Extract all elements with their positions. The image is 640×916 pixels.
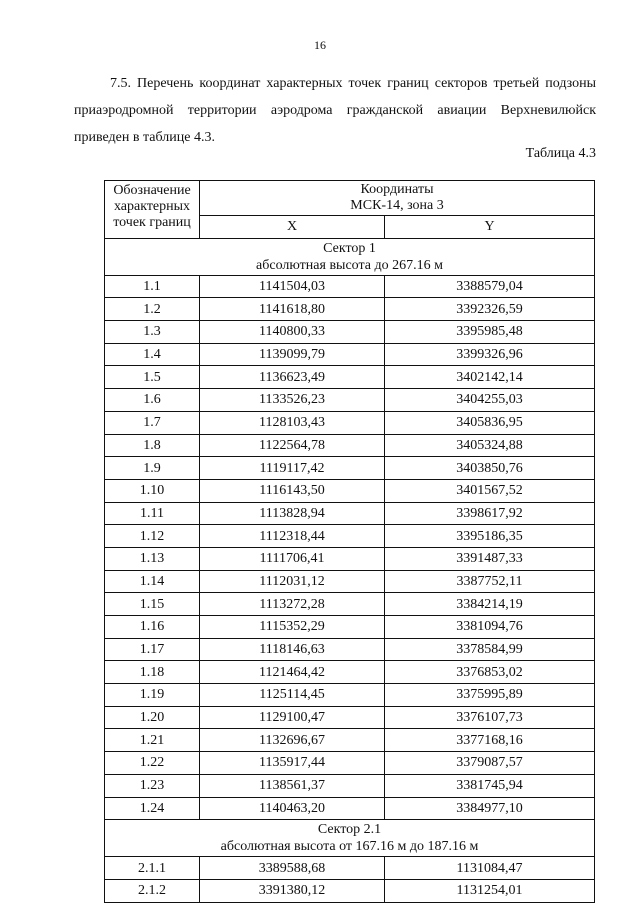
cell-y: 3402142,14 xyxy=(385,366,595,389)
cell-x: 1128103,43 xyxy=(200,411,385,434)
table-body xyxy=(105,238,595,902)
cell-x: 1125114,45 xyxy=(200,684,385,707)
cell-x: 1116143,50 xyxy=(200,479,385,502)
cell-y: 3395985,48 xyxy=(385,321,595,344)
table-row xyxy=(105,616,595,639)
cell-point: 1.9 xyxy=(105,457,200,480)
cell-point: 1.22 xyxy=(105,752,200,775)
cell-x: 1115352,29 xyxy=(200,616,385,639)
table-row xyxy=(105,502,595,525)
sector-header xyxy=(105,238,595,275)
cell-y: 3392326,59 xyxy=(385,298,595,321)
sector-title: Сектор 2.1 xyxy=(317,822,382,838)
cell-y: 3381745,94 xyxy=(385,774,595,797)
header-point-label: Обозначение характерных точек границ xyxy=(105,181,200,239)
table-row xyxy=(105,752,595,775)
cell-point: 1.8 xyxy=(105,434,200,457)
table-row xyxy=(105,525,595,548)
cell-y: 3387752,11 xyxy=(385,570,595,593)
cell-point: 1.12 xyxy=(105,525,200,548)
cell-y: 3404255,03 xyxy=(385,389,595,412)
cell-point: 1.6 xyxy=(105,389,200,412)
table-row xyxy=(105,797,595,820)
sector-subtitle: абсолютная высота от 167.16 м до 187.16 м xyxy=(220,839,479,855)
intro-text: 7.5. Перечень координат характерных точек границ секторов третьей подзоны приаэродромной территории аэродрома гражданской авиации Верхневилюйск приведен в таблице 4.3. xyxy=(74,76,596,145)
cell-point: 1.14 xyxy=(105,570,200,593)
cell-point: 1.21 xyxy=(105,729,200,752)
cell-point: 1.16 xyxy=(105,616,200,639)
cell-x: 1140800,33 xyxy=(200,321,385,344)
cell-y: 3381094,76 xyxy=(385,616,595,639)
table-row xyxy=(105,661,595,684)
cell-point: 1.11 xyxy=(105,502,200,525)
table-row xyxy=(105,321,595,344)
cell-y: 3384214,19 xyxy=(385,593,595,616)
sector-header-row xyxy=(105,238,595,275)
header-y: Y xyxy=(385,216,595,239)
table-row xyxy=(105,434,595,457)
cell-x: 1122564,78 xyxy=(200,434,385,457)
table-row xyxy=(105,593,595,616)
table-caption: Таблица 4.3 xyxy=(525,146,596,161)
cell-y: 3403850,76 xyxy=(385,457,595,480)
cell-y: 3378584,99 xyxy=(385,638,595,661)
cell-x: 1135917,44 xyxy=(200,752,385,775)
coordinates-table xyxy=(104,180,595,903)
table-header xyxy=(105,181,595,239)
cell-y: 1131254,01 xyxy=(385,879,595,902)
cell-point: 1.7 xyxy=(105,411,200,434)
cell-x: 3389588,68 xyxy=(200,857,385,880)
cell-x: 1113272,28 xyxy=(200,593,385,616)
sector-title: Сектор 1 xyxy=(323,240,376,256)
cell-y: 1131084,47 xyxy=(385,857,595,880)
cell-y: 3405836,95 xyxy=(385,411,595,434)
table-row xyxy=(105,366,595,389)
cell-point: 1.24 xyxy=(105,797,200,820)
sector-subtitle: абсолютная высота до 267.16 м xyxy=(256,257,443,273)
cell-point: 1.1 xyxy=(105,275,200,298)
cell-x: 1139099,79 xyxy=(200,343,385,366)
cell-y: 3398617,92 xyxy=(385,502,595,525)
table-row xyxy=(105,706,595,729)
cell-x: 1118146,63 xyxy=(200,638,385,661)
cell-y: 3399326,96 xyxy=(385,343,595,366)
table-row xyxy=(105,638,595,661)
cell-point: 1.20 xyxy=(105,706,200,729)
table-row xyxy=(105,547,595,570)
cell-y: 3401567,52 xyxy=(385,479,595,502)
cell-x: 1121464,42 xyxy=(200,661,385,684)
cell-y: 3405324,88 xyxy=(385,434,595,457)
table-row xyxy=(105,298,595,321)
cell-point: 1.18 xyxy=(105,661,200,684)
table-row xyxy=(105,879,595,902)
cell-x: 1136623,49 xyxy=(200,366,385,389)
cell-point: 1.10 xyxy=(105,479,200,502)
cell-point: 2.1.1 xyxy=(105,857,200,880)
cell-x: 1133526,23 xyxy=(200,389,385,412)
sector-header xyxy=(105,820,595,857)
table-row xyxy=(105,479,595,502)
cell-x: 1140463,20 xyxy=(200,797,385,820)
cell-y: 3384977,10 xyxy=(385,797,595,820)
cell-x: 1141618,80 xyxy=(200,298,385,321)
cell-point: 1.2 xyxy=(105,298,200,321)
cell-y: 3375995,89 xyxy=(385,684,595,707)
cell-point: 1.17 xyxy=(105,638,200,661)
cell-x: 1132696,67 xyxy=(200,729,385,752)
cell-x: 1119117,42 xyxy=(200,457,385,480)
cell-y: 3379087,57 xyxy=(385,752,595,775)
cell-x: 1141504,03 xyxy=(200,275,385,298)
table-row xyxy=(105,457,595,480)
table-row xyxy=(105,774,595,797)
cell-x: 1113828,94 xyxy=(200,502,385,525)
table-row xyxy=(105,411,595,434)
header-coordinates xyxy=(200,181,595,216)
cell-point: 1.13 xyxy=(105,547,200,570)
table-row xyxy=(105,729,595,752)
cell-x: 1111706,41 xyxy=(200,547,385,570)
cell-point: 1.4 xyxy=(105,343,200,366)
cell-y: 3377168,16 xyxy=(385,729,595,752)
table-row xyxy=(105,570,595,593)
cell-point: 1.3 xyxy=(105,321,200,344)
table-row xyxy=(105,389,595,412)
cell-x: 1112318,44 xyxy=(200,525,385,548)
cell-x: 1112031,12 xyxy=(200,570,385,593)
cell-y: 3376853,02 xyxy=(385,661,595,684)
table-row xyxy=(105,684,595,707)
header-x: X xyxy=(200,216,385,239)
cell-x: 1138561,37 xyxy=(200,774,385,797)
cell-y: 3376107,73 xyxy=(385,706,595,729)
header-coordinate-system: МСК-14, зона 3 xyxy=(350,198,444,213)
header-coordinates-title: Координаты xyxy=(360,182,434,197)
table-row xyxy=(105,343,595,366)
table-row xyxy=(105,275,595,298)
cell-point: 2.1.2 xyxy=(105,879,200,902)
cell-point: 1.5 xyxy=(105,366,200,389)
cell-y: 3391487,33 xyxy=(385,547,595,570)
cell-point: 1.15 xyxy=(105,593,200,616)
cell-point: 1.23 xyxy=(105,774,200,797)
cell-x: 1129100,47 xyxy=(200,706,385,729)
table-row xyxy=(105,857,595,880)
cell-x: 3391380,12 xyxy=(200,879,385,902)
page-number: 16 xyxy=(314,38,326,52)
sector-header-row xyxy=(105,820,595,857)
cell-y: 3395186,35 xyxy=(385,525,595,548)
cell-y: 3388579,04 xyxy=(385,275,595,298)
cell-point: 1.19 xyxy=(105,684,200,707)
intro-paragraph xyxy=(74,70,596,151)
